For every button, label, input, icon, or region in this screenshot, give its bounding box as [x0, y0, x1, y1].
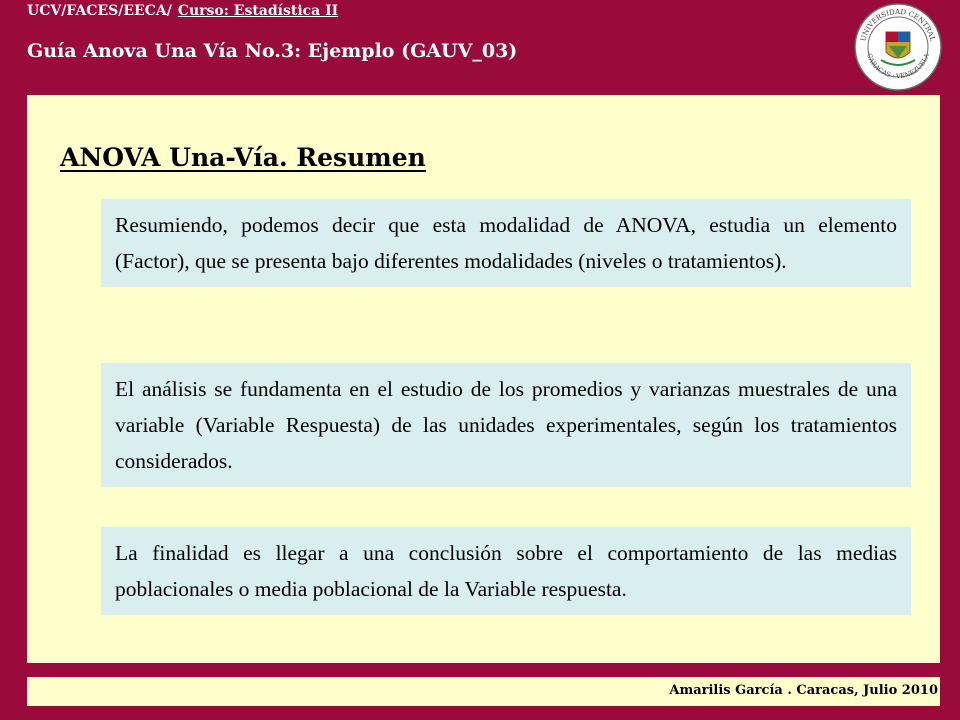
university-seal-logo [853, 2, 943, 92]
content-panel [27, 95, 940, 663]
header-path [27, 3, 338, 19]
summary-paragraph-1: Resumiendo, podemos decir que esta modalidad de ANOVA, estudia un elemento (Factor), que se presenta bajo diferentes modalidades (niveles o tratamientos). [101, 199, 911, 287]
section-heading: ANOVA Una-Vía. Resumen [60, 143, 426, 172]
footer-credit: Amarilis García . Caracas, Julio 2010 [669, 683, 938, 698]
page-title: Guía Anova Una Vía No.3: Ejemplo (GAUV_03) [27, 40, 518, 62]
footer-bar [27, 677, 940, 706]
header-path-text: UCV/FACES/EECA/ [27, 3, 172, 19]
svg-text:UNIVERSIDAD CENTRAL: UNIVERSIDAD CENTRAL [859, 7, 937, 43]
svg-text:CARACAS · VENEZUELA: CARACAS · VENEZUELA [865, 52, 931, 81]
summary-paragraph-3: La finalidad es llegar a una conclusión sobre el comportamiento de las medias poblacionales o media poblacional de la Variable respuesta. [101, 527, 911, 615]
course-link[interactable]: Curso: Estadística II [177, 3, 339, 19]
summary-paragraph-2: El análisis se fundamenta en el estudio de los promedios y varianzas muestrales de una variable (Variable Respuesta) de las unidades experimentales, según los tratamientos considerados. [101, 363, 911, 487]
